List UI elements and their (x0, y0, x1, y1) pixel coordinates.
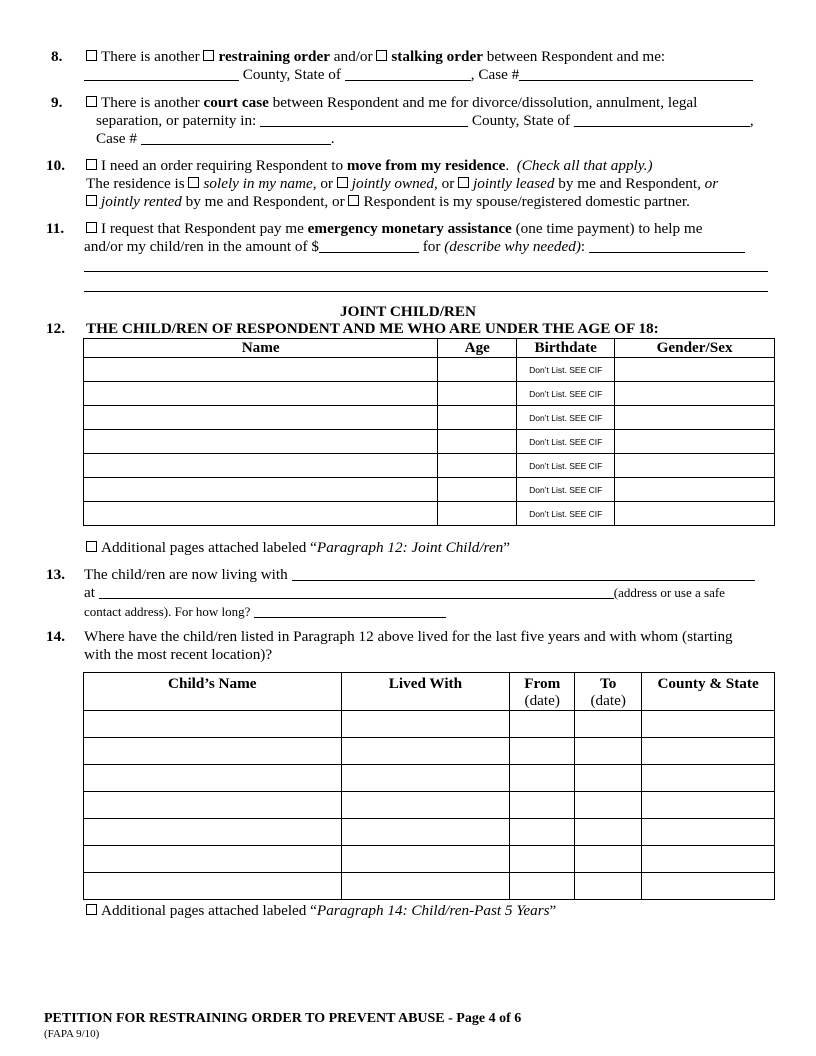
from-date-cell[interactable] (510, 846, 575, 873)
child-birthdate-cell: Don’t List. SEE CIF (517, 454, 615, 478)
jointly-rented-checkbox[interactable] (86, 195, 97, 206)
county-state-cell[interactable] (642, 792, 775, 819)
order-case-number-field[interactable] (519, 67, 753, 81)
child-name-cell[interactable] (84, 478, 438, 502)
order-state-field[interactable] (345, 67, 471, 81)
case-state-field[interactable] (574, 113, 750, 127)
table-row (84, 478, 775, 502)
lived-with-cell[interactable] (341, 738, 510, 765)
to-date-cell[interactable] (575, 873, 642, 900)
column-header: To (date) (575, 673, 642, 711)
court-case-number-field[interactable] (141, 131, 331, 145)
table-row (84, 819, 775, 846)
lived-with-cell[interactable] (341, 819, 510, 846)
child-age-cell[interactable] (438, 382, 517, 406)
child-age-cell[interactable] (438, 406, 517, 430)
paragraph-number: 9. (51, 94, 63, 111)
table-row (84, 873, 775, 900)
spouse-partner-checkbox[interactable] (348, 195, 359, 206)
column-header: County & State (642, 673, 775, 711)
table-row (84, 765, 775, 792)
county-state-cell[interactable] (642, 711, 775, 738)
table-row (84, 502, 775, 526)
footer-form-code: (FAPA 9/10) (44, 1028, 100, 1040)
county-state-cell[interactable] (642, 873, 775, 900)
county-state-cell[interactable] (642, 819, 775, 846)
reason-field[interactable] (589, 239, 745, 253)
child-gender-cell[interactable] (615, 358, 775, 382)
lived-with-cell[interactable] (341, 711, 510, 738)
lived-with-cell[interactable] (341, 765, 510, 792)
to-date-cell[interactable] (575, 819, 642, 846)
child-name-cell[interactable] (84, 765, 342, 792)
child-age-cell[interactable] (438, 454, 517, 478)
lived-with-cell[interactable] (341, 846, 510, 873)
case-county-field[interactable] (260, 113, 468, 127)
solely-name-checkbox[interactable] (188, 177, 199, 188)
county-state-cell[interactable] (642, 765, 775, 792)
child-name-cell[interactable] (84, 738, 342, 765)
paragraph-number: 11. (46, 220, 65, 237)
how-long-field[interactable] (254, 604, 446, 618)
table-row (84, 792, 775, 819)
child-name-cell[interactable] (84, 502, 438, 526)
monetary-assistance-checkbox[interactable] (86, 222, 97, 233)
child-name-cell[interactable] (84, 846, 342, 873)
table-row (84, 846, 775, 873)
lived-with-cell[interactable] (341, 873, 510, 900)
column-header: Birthdate (517, 339, 615, 358)
jointly-leased-checkbox[interactable] (458, 177, 469, 188)
county-state-cell[interactable] (642, 738, 775, 765)
child-gender-cell[interactable] (615, 454, 775, 478)
address-field[interactable] (99, 585, 614, 599)
child-age-cell[interactable] (438, 502, 517, 526)
from-date-cell[interactable] (510, 738, 575, 765)
child-birthdate-cell: Don’t List. SEE CIF (517, 406, 615, 430)
child-name-cell[interactable] (84, 873, 342, 900)
county-state-cell[interactable] (642, 846, 775, 873)
from-date-cell[interactable] (510, 873, 575, 900)
table-row (84, 454, 775, 478)
table-header-row (84, 339, 775, 358)
column-header: Lived With (341, 673, 510, 711)
child-birthdate-cell: Don’t List. SEE CIF (517, 430, 615, 454)
paragraph-number: 13. (46, 566, 65, 583)
to-date-cell[interactable] (575, 738, 642, 765)
footer-title: PETITION FOR RESTRAINING ORDER TO PREVENT ABUSE - Page 4 of 6 (44, 1011, 522, 1026)
to-date-cell[interactable] (575, 711, 642, 738)
child-gender-cell[interactable] (615, 430, 775, 454)
child-gender-cell[interactable] (615, 478, 775, 502)
to-date-cell[interactable] (575, 792, 642, 819)
child-age-cell[interactable] (438, 478, 517, 502)
addl-pages-14-checkbox[interactable] (86, 904, 97, 915)
restraining-order-checkbox[interactable] (203, 50, 214, 61)
addl-pages-14: Additional pages attached labeled “Paragraph 14: Child/ren-Past 5 Years” (86, 902, 556, 920)
child-name-cell[interactable] (84, 382, 438, 406)
residence-history-table (83, 672, 775, 900)
column-header: From (date) (510, 673, 575, 711)
column-header: Age (438, 339, 517, 358)
order-county-field[interactable] (84, 67, 239, 81)
table-row (84, 738, 775, 765)
column-header: Name (84, 339, 438, 358)
child-name-cell[interactable] (84, 358, 438, 382)
addl-pages-12-checkbox[interactable] (86, 541, 97, 552)
child-gender-cell[interactable] (615, 502, 775, 526)
child-birthdate-cell: Don’t List. SEE CIF (517, 358, 615, 382)
paragraph-number: 14. (46, 628, 65, 645)
move-residence-checkbox[interactable] (86, 159, 97, 170)
child-name-cell[interactable] (84, 406, 438, 430)
from-date-cell[interactable] (510, 765, 575, 792)
children-table (83, 338, 775, 526)
child-name-cell[interactable] (84, 454, 438, 478)
other-order-checkbox[interactable] (86, 50, 97, 61)
from-date-cell[interactable] (510, 819, 575, 846)
addl-pages-12: Additional pages attached labeled “Paragraph 12: Joint Child/ren” (86, 539, 510, 557)
table-row (84, 382, 775, 406)
child-name-cell[interactable] (84, 792, 342, 819)
jointly-owned-checkbox[interactable] (337, 177, 348, 188)
reason-line[interactable] (84, 291, 768, 292)
child-gender-cell[interactable] (615, 382, 775, 406)
child-name-cell[interactable] (84, 819, 342, 846)
column-header: Gender/Sex (615, 339, 775, 358)
table-row (84, 430, 775, 454)
amount-field[interactable] (319, 239, 419, 253)
to-date-cell[interactable] (575, 846, 642, 873)
living-with-field[interactable] (292, 567, 755, 581)
child-age-cell[interactable] (438, 430, 517, 454)
child-birthdate-cell: Don’t List. SEE CIF (517, 478, 615, 502)
child-name-cell[interactable] (84, 711, 342, 738)
table-row (84, 358, 775, 382)
joint-children-heading: JOINT CHILD/REN (339, 303, 476, 320)
children-heading: THE CHILD/REN OF RESPONDENT AND ME WHO ARE UNDER THE AGE OF 18: (86, 320, 659, 337)
from-date-cell[interactable] (510, 711, 575, 738)
paragraph-number: 12. (46, 320, 65, 337)
child-birthdate-cell: Don’t List. SEE CIF (517, 502, 615, 526)
paragraph-number: 10. (46, 157, 65, 174)
child-age-cell[interactable] (438, 358, 517, 382)
other-court-case-checkbox[interactable] (86, 96, 97, 107)
paragraph-number: 8. (51, 48, 63, 65)
table-row (84, 406, 775, 430)
child-birthdate-cell: Don’t List. SEE CIF (517, 382, 615, 406)
child-gender-cell[interactable] (615, 406, 775, 430)
reason-line[interactable] (84, 271, 768, 272)
table-row (84, 711, 775, 738)
from-date-cell[interactable] (510, 792, 575, 819)
lived-with-cell[interactable] (341, 792, 510, 819)
column-header: Child’s Name (84, 673, 342, 711)
stalking-order-checkbox[interactable] (376, 50, 387, 61)
table-header-row (84, 673, 775, 711)
to-date-cell[interactable] (575, 765, 642, 792)
child-name-cell[interactable] (84, 430, 438, 454)
